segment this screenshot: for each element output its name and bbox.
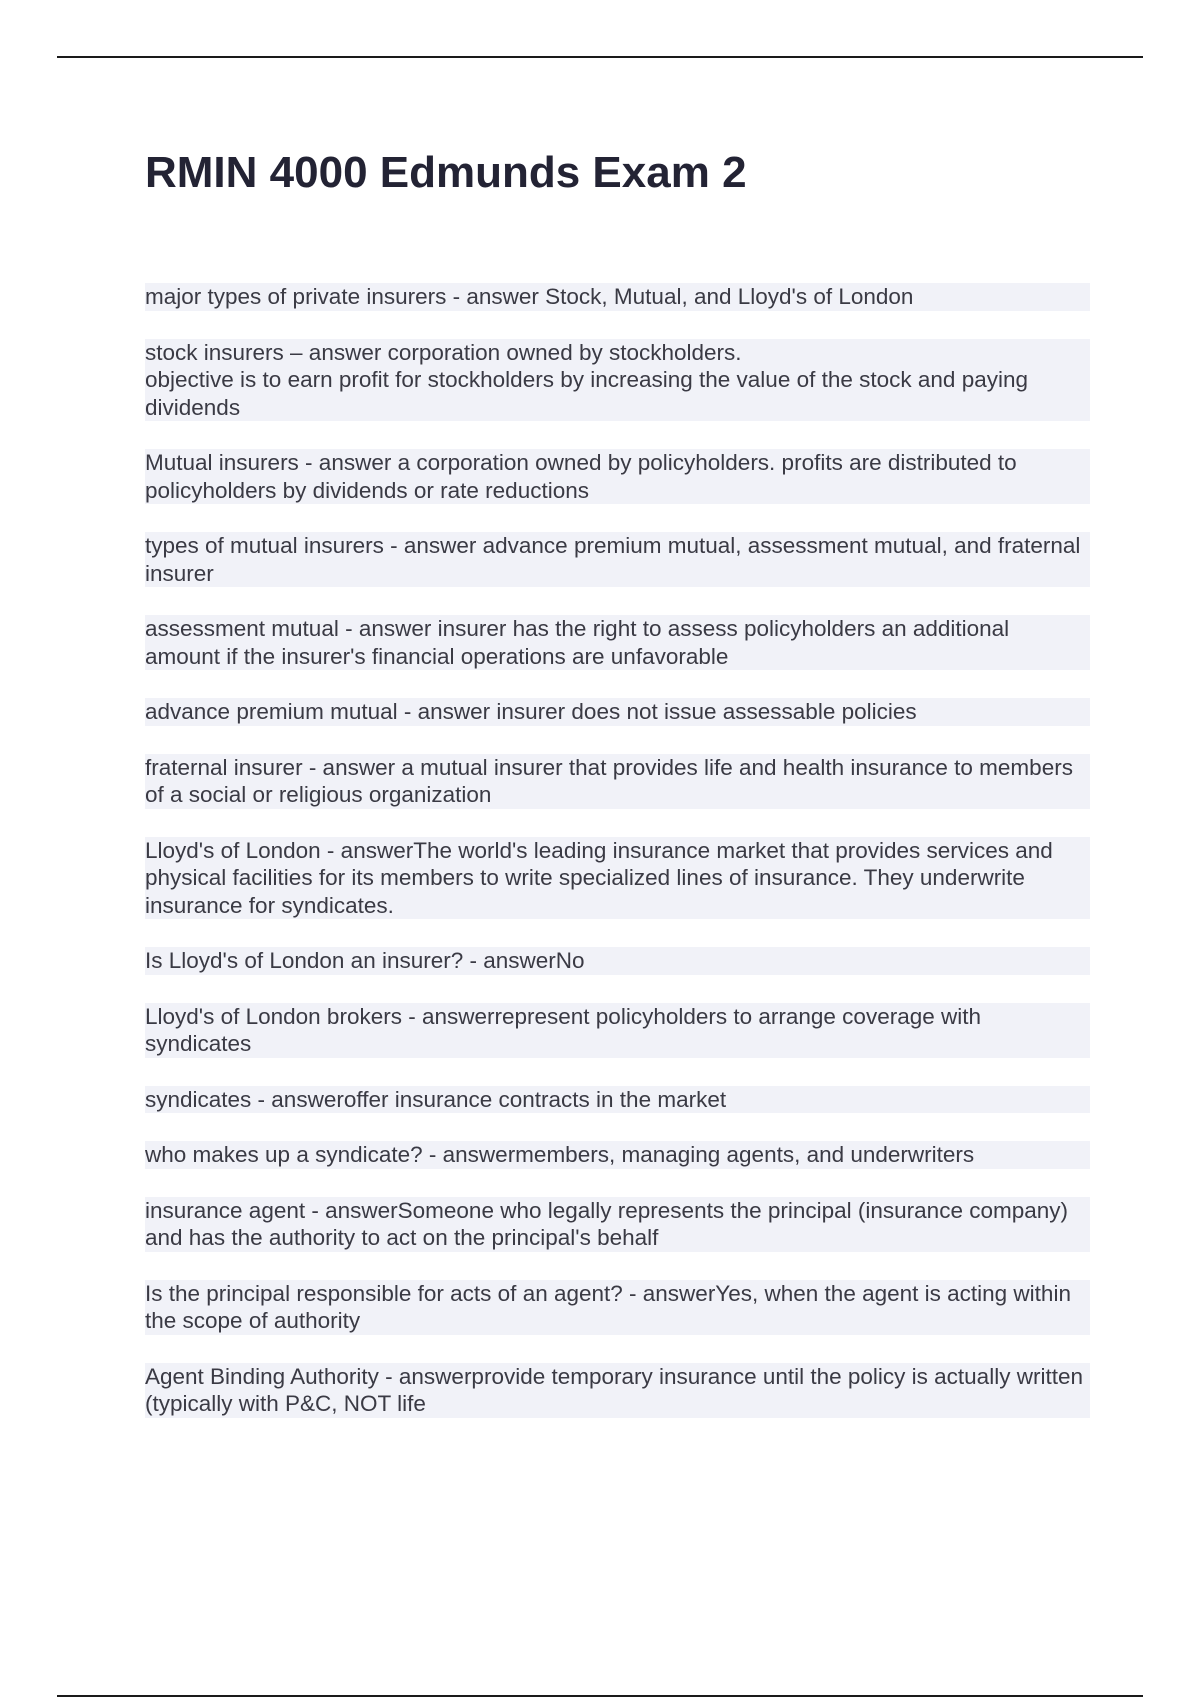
list-item: [145, 1003, 1090, 1058]
entry-text: Is Lloyd's of London an insurer? - answerNo: [145, 947, 1090, 975]
list-item: [145, 1086, 1090, 1114]
entry-text: Is the principal responsible for acts of an agent? - answerYes, when the agent is acting within the scope of authority: [145, 1280, 1090, 1335]
entry-text: insurance agent - answerSomeone who legally represents the principal (insurance company) and has the authority to act on the principal's behalf: [145, 1197, 1090, 1252]
entry-text: types of mutual insurers - answer advance premium mutual, assessment mutual, and fraternal insurer: [145, 532, 1090, 587]
entry-text: Lloyd's of London - answerThe world's leading insurance market that provides services and physical facilities for its members to write specialized lines of insurance. They underwrite insurance for syndicates.: [145, 837, 1090, 920]
top-rule: [57, 56, 1143, 58]
list-item: [145, 1197, 1090, 1252]
list-item: [145, 754, 1090, 809]
entry-text: fraternal insurer - answer a mutual insurer that provides life and health insurance to members of a social or religious organization: [145, 754, 1090, 809]
bottom-rule: [57, 1695, 1143, 1697]
list-item: [145, 339, 1090, 422]
entry-text: advance premium mutual - answer insurer does not issue assessable policies: [145, 698, 1090, 726]
list-item: [145, 1363, 1090, 1418]
list-item: [145, 1141, 1090, 1169]
list-item: [145, 532, 1090, 587]
list-item: [145, 837, 1090, 920]
list-item: [145, 1280, 1090, 1335]
list-item: [145, 449, 1090, 504]
page-title: RMIN 4000 Edmunds Exam 2: [145, 148, 747, 197]
entry-text: major types of private insurers - answer Stock, Mutual, and Lloyd's of London: [145, 283, 1090, 311]
entry-text: who makes up a syndicate? - answermembers, managing agents, and underwriters: [145, 1141, 1090, 1169]
list-item: [145, 698, 1090, 726]
list-item: [145, 283, 1090, 311]
entry-text: Mutual insurers - answer a corporation owned by policyholders. profits are distributed to policyholders by dividends or rate reductions: [145, 449, 1090, 504]
list-item: [145, 615, 1090, 670]
entry-text: objective is to earn profit for stockholders by increasing the value of the stock and paying dividends: [145, 366, 1090, 421]
entry-text: stock insurers – answer corporation owned by stockholders.: [145, 339, 1090, 367]
entry-text: Lloyd's of London brokers - answerrepresent policyholders to arrange coverage with syndicates: [145, 1003, 1090, 1058]
entry-list: [145, 283, 1090, 1446]
entry-text: assessment mutual - answer insurer has the right to assess policyholders an additional amount if the insurer's financial operations are unfavorable: [145, 615, 1090, 670]
list-item: [145, 947, 1090, 975]
entry-text: syndicates - answeroffer insurance contracts in the market: [145, 1086, 1090, 1114]
entry-text: Agent Binding Authority - answerprovide temporary insurance until the policy is actually written (typically with P&C, NOT life: [145, 1363, 1090, 1418]
